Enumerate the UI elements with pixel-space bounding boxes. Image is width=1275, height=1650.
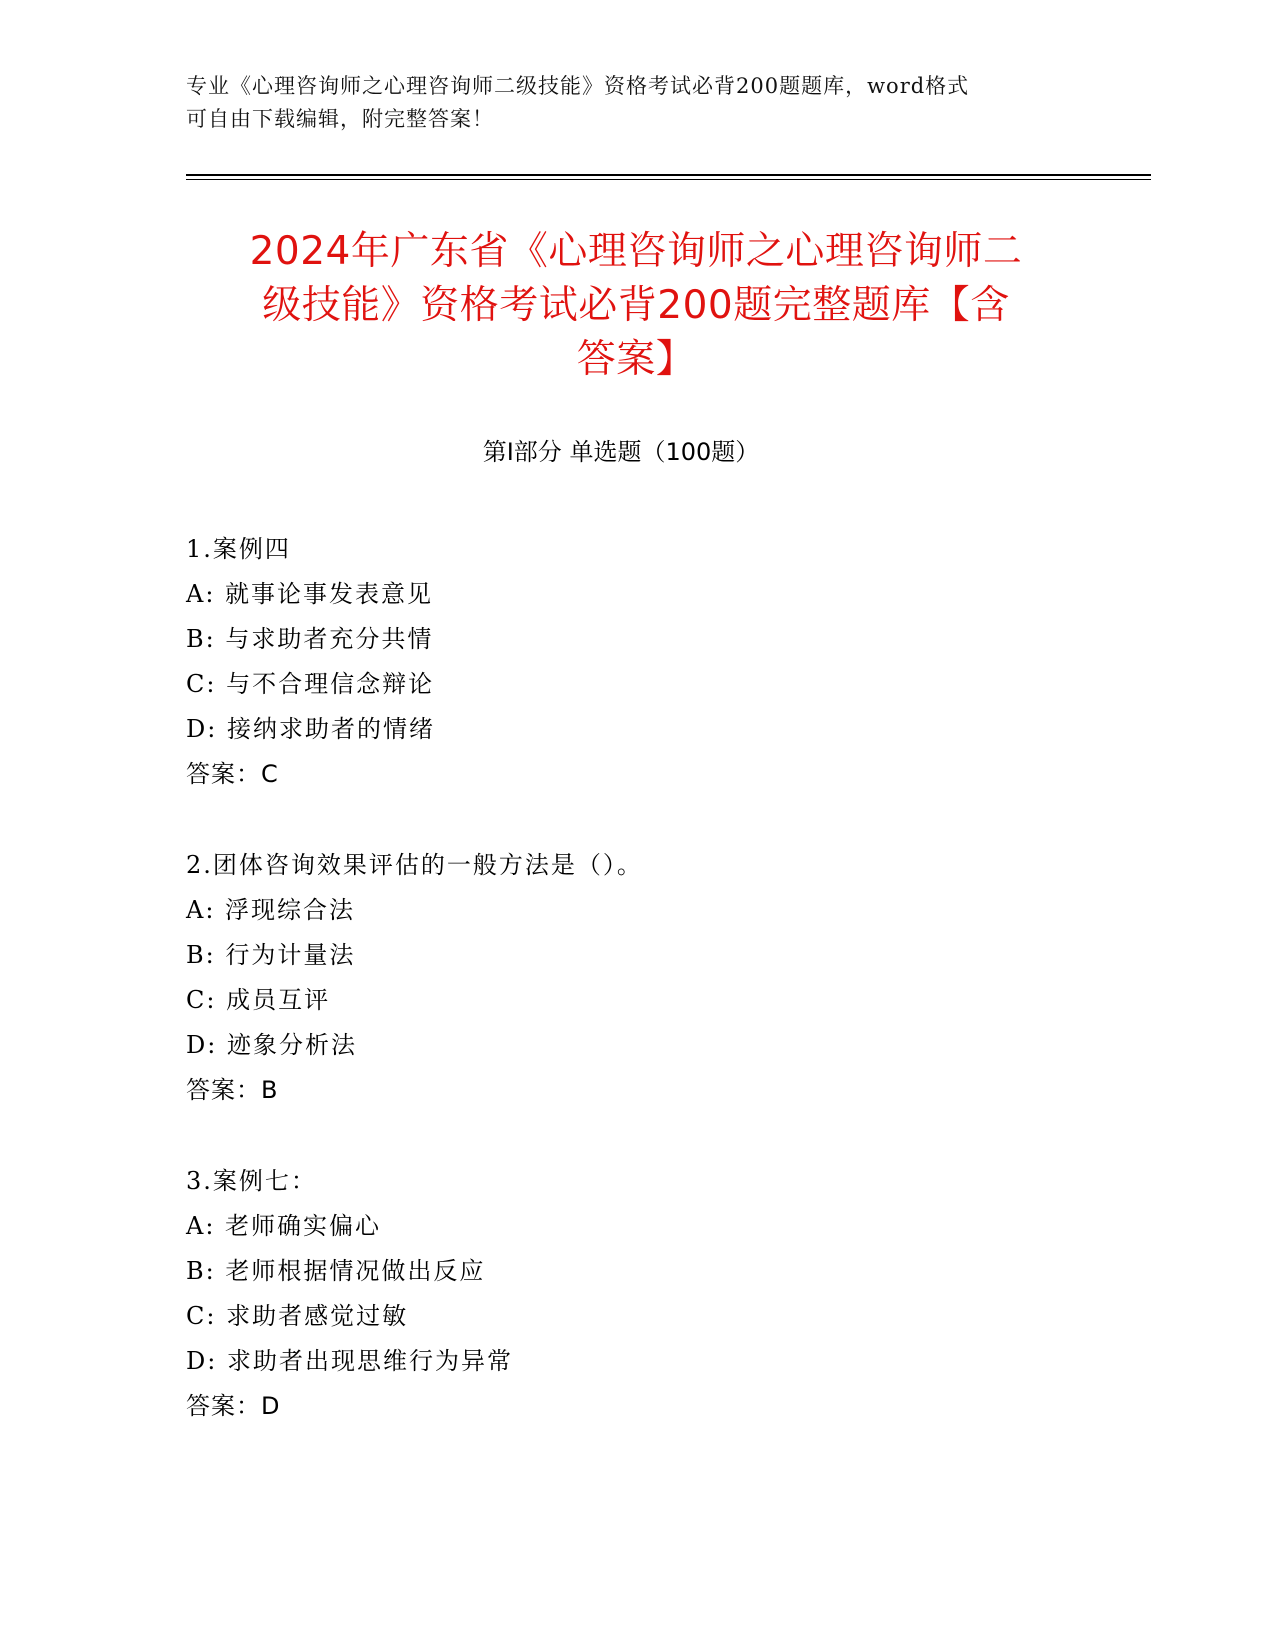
document-title-line-3: 答案】 bbox=[576, 337, 696, 382]
header-rule-thick bbox=[186, 174, 1151, 176]
question-stem: 3.案例七： bbox=[186, 1167, 317, 1195]
question-stem: 1.案例四 bbox=[186, 535, 291, 563]
question-stem: 2.团体咨询效果评估的一般方法是（）。 bbox=[186, 851, 643, 879]
document-title bbox=[186, 225, 1086, 387]
option-b: B: 老师根据情况做出反应 bbox=[186, 1257, 486, 1285]
question-list bbox=[186, 527, 1086, 1475]
document-title-line-1: 2024年广东省《心理咨询师之心理咨询师二 bbox=[249, 229, 1023, 274]
answer: 答案：D bbox=[186, 1392, 281, 1420]
answer: 答案：B bbox=[186, 1076, 279, 1104]
option-c: C: 与不合理信念辩论 bbox=[186, 670, 435, 698]
answer: 答案：C bbox=[186, 760, 279, 788]
option-a: A: 老师确实偏心 bbox=[186, 1212, 382, 1240]
option-a: A: 浮现综合法 bbox=[186, 896, 356, 924]
option-b: B: 行为计量法 bbox=[186, 941, 356, 969]
header-note-line-2: 可自由下载编辑，附完整答案！ bbox=[186, 107, 494, 131]
question-2 bbox=[186, 843, 1086, 1113]
question-1 bbox=[186, 527, 1086, 797]
option-a: A: 就事论事发表意见 bbox=[186, 580, 434, 608]
header-note-line-1: 专业《心理咨询师之心理咨询师二级技能》资格考试必背200题题库，word格式 bbox=[186, 74, 970, 98]
option-c: C: 成员互评 bbox=[186, 986, 331, 1014]
option-d: D: 求助者出现思维行为异常 bbox=[186, 1347, 513, 1375]
question-3 bbox=[186, 1159, 1086, 1429]
option-d: D: 迹象分析法 bbox=[186, 1031, 357, 1059]
section-heading: 第I部分 单选题（100题） bbox=[482, 438, 760, 466]
header-note bbox=[186, 70, 1066, 136]
header-rule-thin bbox=[186, 179, 1151, 180]
document-title-line-2: 级技能》资格考试必背200题完整题库【含 bbox=[262, 283, 1010, 328]
option-b: B: 与求助者充分共情 bbox=[186, 625, 434, 653]
option-c: C: 求助者感觉过敏 bbox=[186, 1302, 409, 1330]
option-d: D: 接纳求助者的情绪 bbox=[186, 715, 435, 743]
